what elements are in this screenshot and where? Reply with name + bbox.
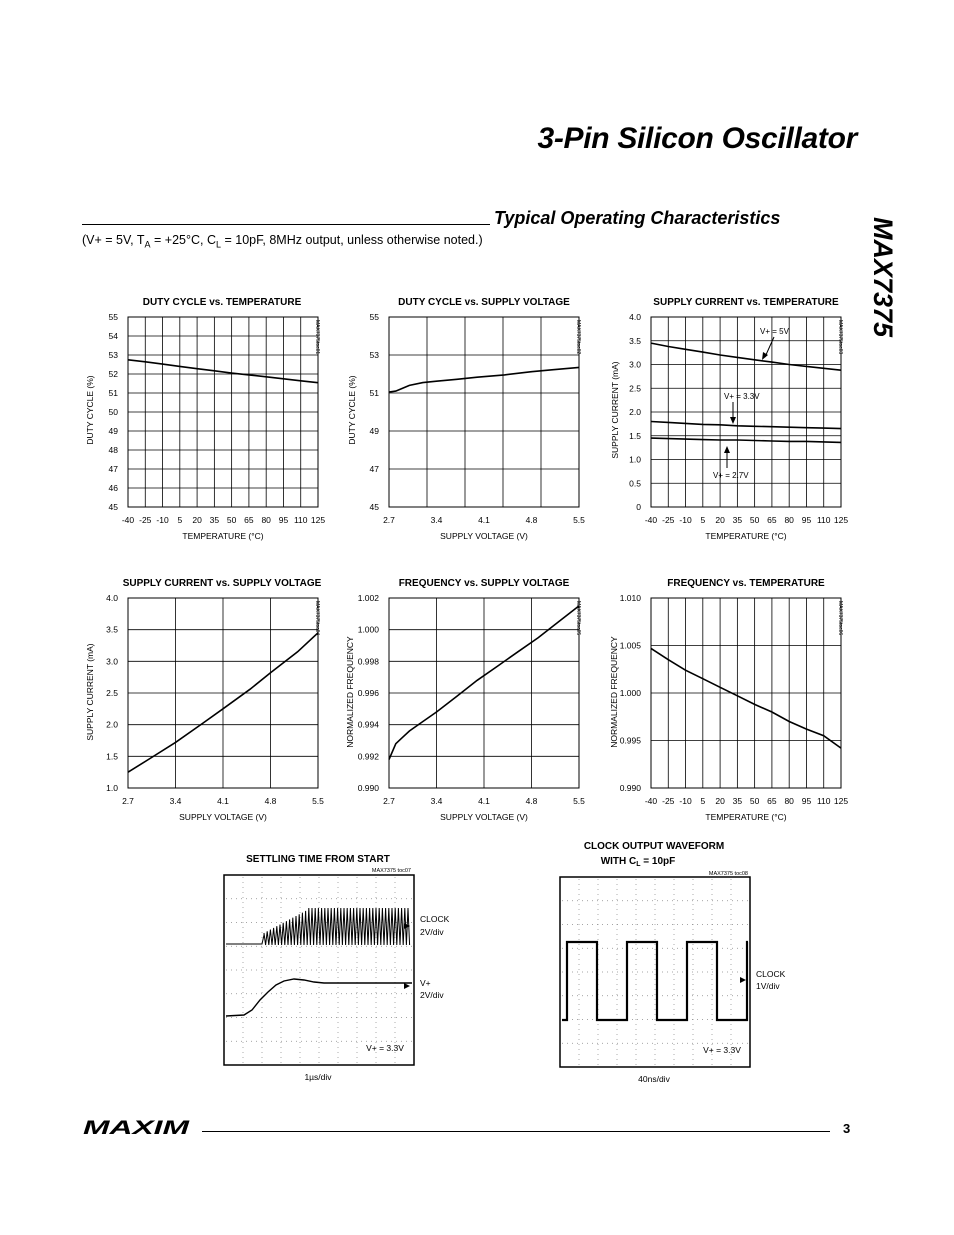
arrow-head	[724, 446, 730, 453]
x-tick-label: 65	[244, 515, 254, 525]
scope-inner-label: V+ = 3.3V	[366, 1043, 404, 1053]
y-tick-label: 1.0	[629, 454, 641, 465]
chart-annotations-toc03	[713, 327, 790, 480]
y-tick-label: 3.0	[629, 359, 641, 370]
chart-toc05	[345, 578, 585, 822]
chart-code: MAX7375toc04	[314, 601, 320, 636]
channel-label: CLOCK	[756, 969, 786, 979]
y-axis-label: SUPPLY CURRENT (mA)	[85, 643, 95, 741]
scope-title-line2	[601, 856, 676, 868]
x-tick-label: 20	[715, 515, 725, 525]
chart-title: FREQUENCY vs. TEMPERATURE	[667, 578, 825, 589]
x-tick-label: -40	[644, 515, 658, 525]
x-tick-label: 80	[261, 515, 271, 525]
y-tick-label: 0.994	[357, 719, 379, 730]
title-sub: L	[636, 861, 641, 868]
y-tick-label: 0.996	[357, 688, 379, 698]
x-tick-label: -25	[662, 796, 675, 806]
chart-toc03	[610, 297, 848, 541]
x-tick-label: 5.5	[573, 796, 585, 806]
chart-toc02	[347, 297, 585, 541]
x-tick-label: 5	[177, 515, 183, 525]
x-tick-label: 35	[732, 796, 743, 806]
x-tick-label: 125	[833, 796, 849, 806]
x-tick-label: 80	[784, 796, 794, 806]
x-tick-label: 125	[310, 515, 326, 525]
annotation-2v7: V+ = 2.7V	[713, 471, 749, 480]
y-axis-label: NORMALIZED FREQUENCY	[345, 636, 355, 748]
x-tick-label: 4.1	[478, 515, 490, 525]
x-tick-label: 4.1	[478, 796, 490, 806]
arrow-head	[730, 417, 736, 424]
y-tick-label: 2.5	[106, 688, 118, 698]
x-axis-label: TEMPERATURE (°C)	[182, 531, 264, 541]
scope-timebase: 1µs/div	[304, 1072, 332, 1082]
page-title: 3-Pin Silicon Oscillator	[537, 122, 857, 155]
x-tick-label: 95	[278, 515, 289, 525]
y-tick-label: 48	[108, 445, 118, 455]
x-tick-label: -10	[156, 515, 169, 525]
x-tick-label: 125	[833, 515, 849, 525]
scope-title: SETTLING TIME FROM START	[246, 854, 390, 865]
chart-code: MAX7375toc06	[837, 601, 843, 636]
conditions-text-3: = 10pF, 8MHz output, unless otherwise noted.)	[221, 233, 483, 247]
scope-title-line1: CLOCK OUTPUT WAVEFORM	[583, 841, 725, 852]
x-tick-label: 5.5	[573, 515, 585, 525]
y-tick-label: 50	[108, 407, 118, 417]
x-tick-label: 110	[293, 515, 308, 525]
channel-label: 2V/div	[420, 990, 444, 1000]
series-line	[651, 438, 841, 442]
x-tick-label: 110	[816, 796, 831, 806]
x-tick-label: 3.4	[430, 515, 443, 525]
x-tick-label: 35	[209, 515, 220, 525]
x-tick-label: -25	[662, 515, 675, 525]
chart-title: FREQUENCY vs. SUPPLY VOLTAGE	[398, 578, 570, 589]
chart-title: SUPPLY CURRENT vs. SUPPLY VOLTAGE	[122, 578, 322, 589]
chart-toc01	[85, 297, 325, 541]
scope-frame	[224, 875, 414, 1065]
y-tick-label: 1.005	[619, 640, 641, 651]
x-tick-label: 4.8	[525, 515, 538, 525]
y-tick-label: 2.5	[629, 383, 641, 394]
y-tick-label: 0.998	[357, 656, 379, 667]
y-tick-label: 2.0	[629, 407, 641, 417]
maxim-logo	[83, 1118, 191, 1136]
x-tick-label: 35	[732, 515, 743, 525]
plot-frame	[389, 317, 579, 507]
scope-inner-label: V+ = 3.3V	[703, 1045, 741, 1055]
x-tick-label: 80	[784, 515, 794, 525]
x-tick-label: 2.7	[383, 796, 395, 806]
y-tick-label: 1.5	[106, 751, 118, 762]
scope-toc07	[224, 854, 450, 1082]
scope-code: MAX7375 toc07	[371, 868, 411, 874]
x-axis-label: TEMPERATURE (°C)	[705, 531, 787, 541]
y-tick-label: 0.992	[357, 751, 379, 762]
y-tick-label: 0.990	[619, 783, 641, 793]
x-tick-label: 4.1	[217, 796, 229, 806]
y-tick-label: 51	[369, 388, 379, 398]
x-axis-label: SUPPLY VOLTAGE (V)	[440, 531, 528, 541]
annotation-3v3: V+ = 3.3V	[724, 392, 760, 401]
y-tick-label: 2.0	[106, 719, 118, 730]
y-tick-label: 47	[108, 464, 118, 474]
y-tick-label: 0.5	[629, 478, 641, 489]
x-tick-label: 5.5	[312, 796, 324, 806]
y-axis-label: DUTY CYCLE (%)	[85, 375, 95, 445]
y-tick-label: 49	[108, 426, 118, 436]
y-tick-label: 55	[108, 312, 118, 322]
x-tick-label: 2.7	[122, 796, 134, 806]
x-tick-label: -25	[139, 515, 152, 525]
chart-code: MAX7375toc02	[575, 320, 581, 355]
x-axis-label: TEMPERATURE (°C)	[705, 812, 787, 822]
annotation-arrow-5v	[765, 337, 774, 357]
y-tick-label: 55	[369, 312, 379, 322]
scope-frame	[560, 877, 750, 1067]
y-tick-label: 3.0	[106, 656, 118, 667]
y-tick-label: 4.0	[629, 312, 641, 322]
y-tick-label: 4.0	[106, 593, 118, 603]
x-tick-label: 2.7	[383, 515, 395, 525]
conditions-text-1: (V+ = 5V, T	[82, 233, 145, 247]
conditions-text-2: = +25°C, C	[150, 233, 217, 247]
chart-toc06	[609, 578, 848, 822]
x-tick-label: 20	[192, 515, 202, 525]
x-axis-label: SUPPLY VOLTAGE (V)	[440, 812, 528, 822]
x-tick-label: -10	[679, 796, 692, 806]
series-line	[651, 648, 841, 748]
maxim-logo-text: MAXIM	[83, 1118, 191, 1136]
x-tick-label: 95	[801, 796, 812, 806]
y-tick-label: 0	[636, 502, 641, 512]
conditions-sub-a: A	[144, 239, 151, 250]
x-tick-label: 95	[801, 515, 812, 525]
annotation-5v: V+ = 5V	[760, 327, 789, 336]
y-tick-label: 1.000	[357, 624, 379, 635]
y-tick-label: 1.010	[619, 593, 641, 603]
x-tick-label: -40	[644, 796, 658, 806]
x-tick-label: 4.8	[264, 796, 277, 806]
x-axis-label: SUPPLY VOLTAGE (V)	[179, 812, 267, 822]
conditions-sub-l: L	[216, 239, 222, 250]
series-line	[389, 367, 579, 392]
y-tick-label: 3.5	[106, 624, 118, 635]
channel-label: V+	[420, 978, 431, 988]
y-axis-label: DUTY CYCLE (%)	[347, 375, 357, 445]
channel-label: CLOCK	[420, 914, 450, 924]
footer-rule	[202, 1131, 830, 1132]
x-tick-label: 3.4	[169, 796, 182, 806]
y-tick-label: 49	[369, 426, 379, 436]
x-tick-label: 4.8	[525, 796, 538, 806]
chart-code: MAX7375toc03	[837, 320, 843, 355]
y-tick-label: 1.0	[106, 783, 118, 793]
x-tick-label: 3.4	[430, 796, 443, 806]
chart-toc04	[85, 578, 324, 822]
x-tick-label: 65	[767, 515, 777, 525]
x-tick-label: 65	[767, 796, 777, 806]
y-tick-label: 3.5	[629, 335, 641, 346]
x-tick-label: 50	[749, 515, 760, 525]
y-tick-label: 0.995	[619, 735, 641, 746]
x-tick-label: 20	[715, 796, 725, 806]
section-title: Typical Operating Characteristics	[494, 208, 781, 228]
y-tick-label: 54	[108, 331, 118, 341]
y-tick-label: 1.5	[629, 430, 641, 441]
chart-title: DUTY CYCLE vs. SUPPLY VOLTAGE	[398, 297, 570, 308]
y-tick-label: 53	[108, 350, 118, 360]
y-tick-label: 1.002	[357, 593, 379, 603]
series-line	[651, 343, 841, 370]
y-tick-label: 51	[108, 388, 118, 398]
scope-timebase: 40ns/div	[638, 1074, 670, 1084]
title-text: = 10pF	[640, 856, 676, 867]
scope-code: MAX7375 toc08	[708, 871, 748, 877]
y-axis-label: SUPPLY CURRENT (mA)	[610, 361, 620, 459]
x-tick-label: 5	[700, 515, 706, 525]
page-number: 3	[843, 1121, 851, 1136]
chart-title: DUTY CYCLE vs. TEMPERATURE	[142, 297, 302, 308]
x-tick-label: 50	[226, 515, 237, 525]
series-line	[128, 360, 318, 383]
chart-code: MAX7375toc05	[575, 601, 581, 636]
x-tick-label: -10	[679, 515, 692, 525]
y-tick-label: 52	[108, 369, 118, 379]
y-tick-label: 45	[369, 502, 379, 512]
y-tick-label: 45	[108, 502, 118, 512]
y-tick-label: 53	[369, 350, 379, 360]
y-axis-label: NORMALIZED FREQUENCY	[609, 636, 619, 748]
y-tick-label: 1.000	[619, 688, 641, 698]
channel-label: 1V/div	[756, 981, 780, 991]
x-tick-label: 50	[749, 796, 760, 806]
chart-title: SUPPLY CURRENT vs. TEMPERATURE	[653, 297, 839, 308]
scope-toc08	[560, 841, 786, 1084]
y-tick-label: 0.990	[357, 783, 379, 793]
title-text: WITH C	[600, 856, 637, 867]
series-line	[651, 422, 841, 429]
part-number-text: MAX7375	[868, 217, 898, 338]
channel-label: 2V/div	[420, 927, 444, 937]
x-tick-label: 110	[816, 515, 831, 525]
x-tick-label: -40	[121, 515, 135, 525]
y-tick-label: 46	[108, 483, 118, 493]
x-tick-label: 5	[700, 796, 706, 806]
chart-code: MAX7375toc01	[314, 320, 320, 355]
y-tick-label: 47	[369, 464, 379, 474]
